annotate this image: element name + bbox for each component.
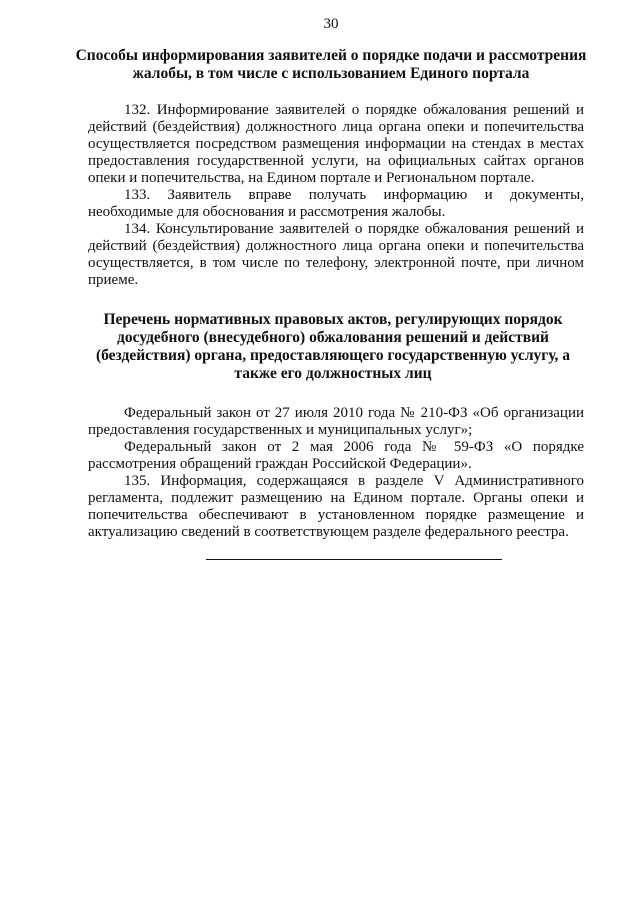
closing-divider-line [206,559,502,560]
paragraph-133: 133. Заявитель вправе получать информацию и документы, необходимые для обоснования и рассмотрения жалобы. [88,187,584,220]
paragraph-135: 135. Информация, содержащаяся в разделе V Административного регламента, подлежит размещению на Едином портале. Органы опеки и попечительства обеспечивают в установленном порядке размещение и актуализацию сведений в соответствующем разделе федерального реестра. [88,473,584,540]
paragraph-law-210fz: Федеральный закон от 27 июля 2010 года № 210-ФЗ «Об организации предоставления государственных и муниципальных услуг»; [88,405,584,438]
paragraph-law-59fz: Федеральный закон от 2 мая 2006 года № 59-ФЗ «О порядке рассмотрения обращений граждан Российской Федерации». [88,439,584,472]
paragraph-132: 132. Информирование заявителей о порядке обжалования решений и действий (бездействия) должностного лица органа опеки и попечительства осуществляется посредством размещения информации на стендах в местах предоставления государственной услуги, на официальных сайтах органов опеки и попечительства, на Едином портале и Региональном портале. [88,102,584,186]
section-heading-legal-acts: Перечень нормативных правовых актов, регулирующих порядок досудебного (внесудебного) обжалования решений и действий (бездействия) органа, предоставляющего государственную услугу, а также его должностных лиц [95,311,571,382]
page-number: 30 [323,16,339,32]
paragraph-134: 134. Консультирование заявителей о порядке обжалования решений и действий (бездействия) должностного лица органа опеки и попечительства осуществляется, в том числе по телефону, электронной почте, при личном приеме. [88,221,584,288]
section-heading-complaint-info: Способы информирования заявителей о порядке подачи и рассмотрения жалобы, в том числе с использованием Единого портала [75,47,587,82]
